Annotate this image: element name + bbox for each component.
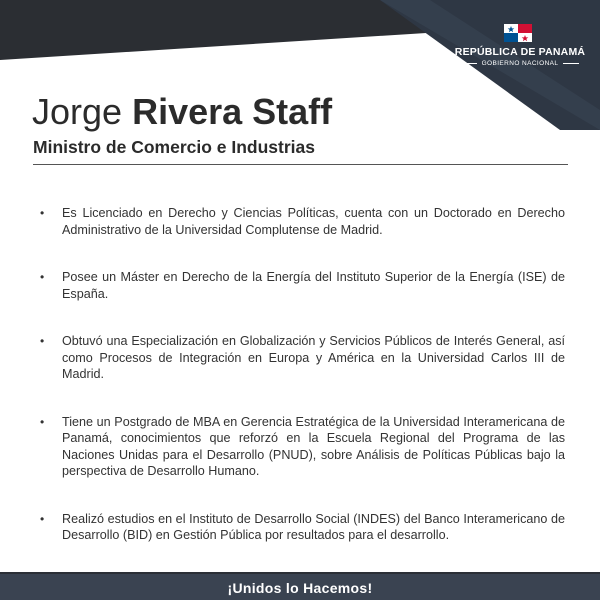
bullet-icon: •: [40, 206, 45, 220]
bio-list: [40, 205, 565, 575]
bullet-icon: •: [40, 334, 45, 348]
first-name: Jorge: [32, 91, 123, 132]
bio-item: [40, 269, 565, 302]
bio-text: Tiene un Postgrado de MBA en Gerencia Estratégica de la Universidad Interamericana de Panamá, conocimientos que reforzó en la Escuela Regional del Programa de las Naciones Unidas para el Desarrollo (PNUD), sobre Análisis de Políticas Públicas bajo la perspectiva de Desarrollo Humano.: [62, 414, 565, 478]
bio-text: Es Licenciado en Derecho y Ciencias Políticas, cuenta con un Doctorado en Derecho Administrativo de la Universidad Complutense de Madrid.: [62, 206, 565, 237]
bio-text: Realizó estudios en el Instituto de Desarrollo Social (INDES) del Banco Interamericano de Desarrollo (BID) en Gestión Pública por resultados para el desarrollo.: [62, 511, 565, 542]
bio-text: Posee un Máster en Derecho de la Energía del Instituto Superior de la Energía (ISE) de España.: [62, 270, 565, 301]
government-subtitle: GOBIERNO NACIONAL: [481, 60, 559, 67]
government-title: REPÚBLICA DE PANAMÁ: [454, 46, 586, 58]
divider: [33, 164, 568, 165]
bio-item: [40, 511, 565, 544]
panama-flag-icon: [504, 24, 532, 42]
government-subtitle-row: [440, 60, 600, 67]
subtitle-right-rule: [563, 63, 579, 64]
last-name: Rivera Staff: [132, 91, 333, 132]
footer-slogan: ¡Unidos lo Hacemos!: [227, 580, 373, 596]
person-role: Ministro de Comercio e Industrias: [33, 137, 315, 157]
person-name: [32, 92, 332, 132]
bullet-icon: •: [40, 414, 45, 429]
bullet-icon: •: [40, 511, 45, 526]
subtitle-left-rule: [461, 63, 477, 64]
bio-item: [40, 414, 565, 480]
bio-item: [40, 333, 565, 383]
footer-band: [0, 572, 600, 600]
bio-text: Obtuvó una Especialización en Globalización y Servicios Públicos de Interés General, así como Procesos de Integración en Europa y América en la Universidad Carlos III de Madrid.: [62, 334, 565, 381]
bio-item: [40, 205, 565, 238]
bullet-icon: •: [40, 270, 45, 284]
